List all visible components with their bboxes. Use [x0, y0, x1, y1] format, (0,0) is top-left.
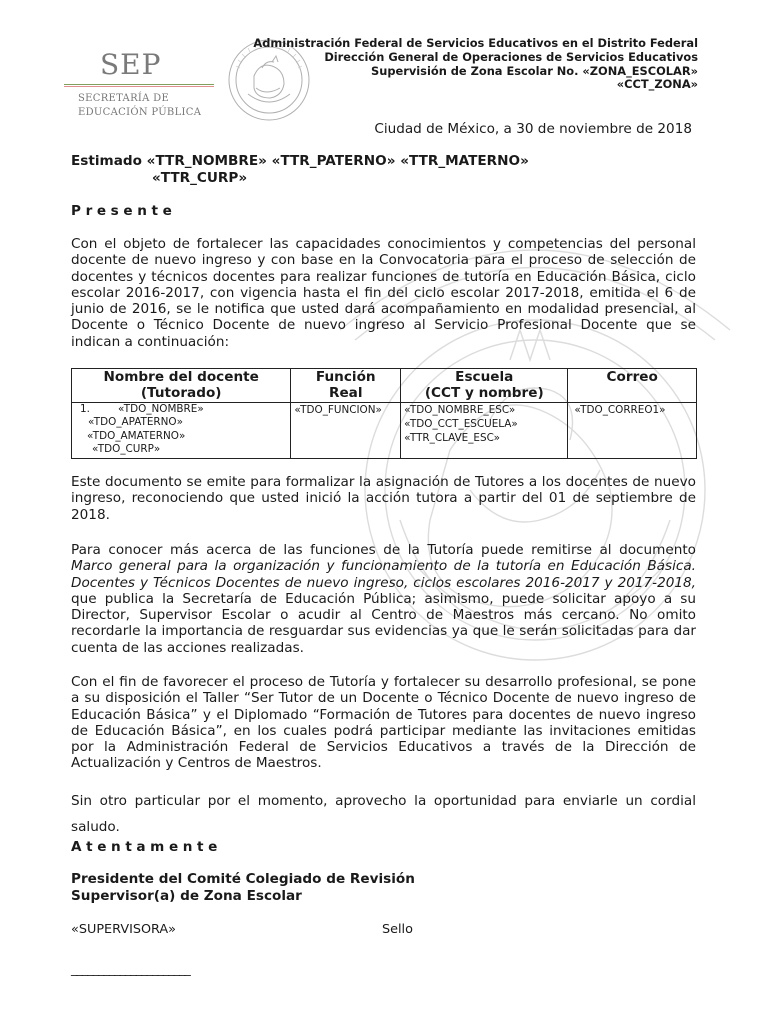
paragraph-3-end: que publica la Secretaría de Educación Pública; asimismo, puede solicitar apoyo a su Director, Supervisor Escolar o acudir al Centro de Maestros más cercano. No omito recordarle la importancia de resguardar sus evidencias ya que le serán solicitadas para dar cuenta de las acciones realizadas.	[71, 590, 696, 656]
paragraph-1: Con el objeto de fortalecer las capacidades conocimientos y competencias del personal docente de nuevo ingreso y con base en la Convocatoria para el proceso de selección de docentes y técnicos docentes para realizar funciones de tutoría en Educación Básica, ciclo escolar 2016-2017, con vigencia hasta el fin del ciclo escolar 2017-2018, emitida el 6 de junio de 2016, se le notifica que usted dará acompañamiento en modalidad presencial, al Docente o Técnico Docente de nuevo ingreso al Servicio Profesional Docente que se indican a continuación:	[71, 236, 696, 350]
greeting-line-2: «TTR_CURP»	[152, 170, 248, 186]
signatory-title-1: Presidente del Comité Colegiado de Revisión	[71, 871, 415, 887]
table-row	[72, 403, 697, 459]
sep-logo-line1: SECRETARÍA DE	[78, 93, 170, 104]
supervisora-field: «SUPERVISORA»	[71, 922, 176, 937]
tdo-nombre-esc: «TDO_NOMBRE_ESC»	[404, 404, 516, 416]
presente-heading: Presente	[71, 203, 177, 219]
sep-logo-letters: SEP	[100, 48, 162, 81]
logo-divider-accent	[64, 86, 214, 87]
paragraph-3	[71, 542, 696, 656]
header-nombre-line2: (Tutorado)	[140, 385, 222, 401]
tdo-cct-escuela: «TDO_CCT_ESCUELA»	[404, 418, 518, 431]
paragraph-3-document-title: Marco general para la organización y funcionamiento de la tutoría en Educación Básica. Docentes y Técnicos Docentes de nuevo ingreso, ciclos escolares 2016-2017 y 2017-2018,	[71, 558, 696, 591]
header-line-3: Supervisión de Zona Escolar No. «ZONA_ESCOLAR»	[371, 64, 698, 78]
sello-label: Sello	[382, 922, 413, 937]
paragraph-5: Sin otro particular por el momento, aprovecho la oportunidad para enviarle un cordial saludo.	[71, 793, 696, 835]
paragraph-4: Con el fin de favorecer el proceso de Tutoría y fortalecer su desarrollo profesional, se pone a su disposición el Taller “Ser Tutor de un Docente o Técnico Docente de nuevo ingreso de Educación Básica” y el Diplomado “Formación de Tutores para docentes de nuevo ingreso de Educación Básica”, en los cuales podrá participar mediante las invitaciones emitidas por la Administración Federal de Servicios Educativos a través de la Dirección de Actualización y Centros de Maestros.	[71, 674, 696, 772]
row-number: 1.	[80, 403, 90, 415]
ttr-clave-esc: «TTR_CLAVE_ESC»	[404, 431, 501, 444]
tdo-apaterno: «TDO_APATERNO»	[88, 416, 183, 429]
tdo-nombre: «TDO_NOMBRE»	[118, 403, 204, 415]
row-nombre-line	[72, 403, 290, 416]
signatory-title-2: Supervisor(a) de Zona Escolar	[71, 888, 302, 904]
header-escuela-line2: (CCT y nombre)	[424, 385, 544, 401]
signature-line: ______________________	[71, 962, 190, 977]
table-header-correo	[568, 369, 697, 403]
sep-logo-line2: EDUCACIÓN PÚBLICA	[78, 107, 202, 118]
header-line-2: Dirección General de Operaciones de Servicios Educativos	[324, 50, 698, 64]
table-header-nombre	[72, 369, 291, 403]
header-line-1: Administración Federal de Servicios Educativos en el Distrito Federal	[253, 36, 698, 50]
header-escuela-line1: Escuela	[455, 369, 514, 385]
sep-logo	[64, 36, 224, 126]
logo-divider	[64, 84, 214, 85]
tutorado-table	[71, 368, 697, 459]
header-line-4: «CCT_ZONA»	[616, 77, 698, 91]
paragraph-3-start: Para conocer más acerca de las funciones de la Tutoría puede remitirse al documento	[71, 542, 696, 558]
greeting-line-1: Estimado «TTR_NOMBRE» «TTR_PATERNO» «TTR_MATERNO»	[71, 153, 529, 169]
cell-nombre	[72, 403, 291, 459]
cell-escuela	[401, 403, 568, 459]
tdo-amaterno: «TDO_AMATERNO»	[87, 429, 186, 442]
tdo-funcion: «TDO_FUNCION»	[294, 404, 382, 416]
header-correo: Correo	[606, 369, 658, 385]
atentamente-heading: Atentamente	[71, 839, 222, 855]
table-header-row	[72, 369, 697, 403]
table-header-escuela	[401, 369, 568, 403]
paragraph-2: Este documento se emite para formalizar la asignación de Tutores a los docentes de nuevo ingreso, reconociendo que usted inició la acción tutora a partir del 01 de septiembre de 2018.	[71, 474, 696, 523]
tdo-curp: «TDO_CURP»	[92, 442, 161, 455]
header-nombre-line1: Nombre del docente	[103, 369, 259, 385]
table-header-funcion	[291, 369, 401, 403]
header-funcion-line1: Función	[315, 369, 376, 385]
tdo-correo: «TDO_CORREO1»	[574, 404, 666, 416]
header-funcion-line2: Real	[328, 385, 363, 401]
cell-correo	[568, 403, 697, 459]
document-date: Ciudad de México, a 30 de noviembre de 2018	[374, 121, 692, 137]
cell-funcion	[291, 403, 401, 459]
